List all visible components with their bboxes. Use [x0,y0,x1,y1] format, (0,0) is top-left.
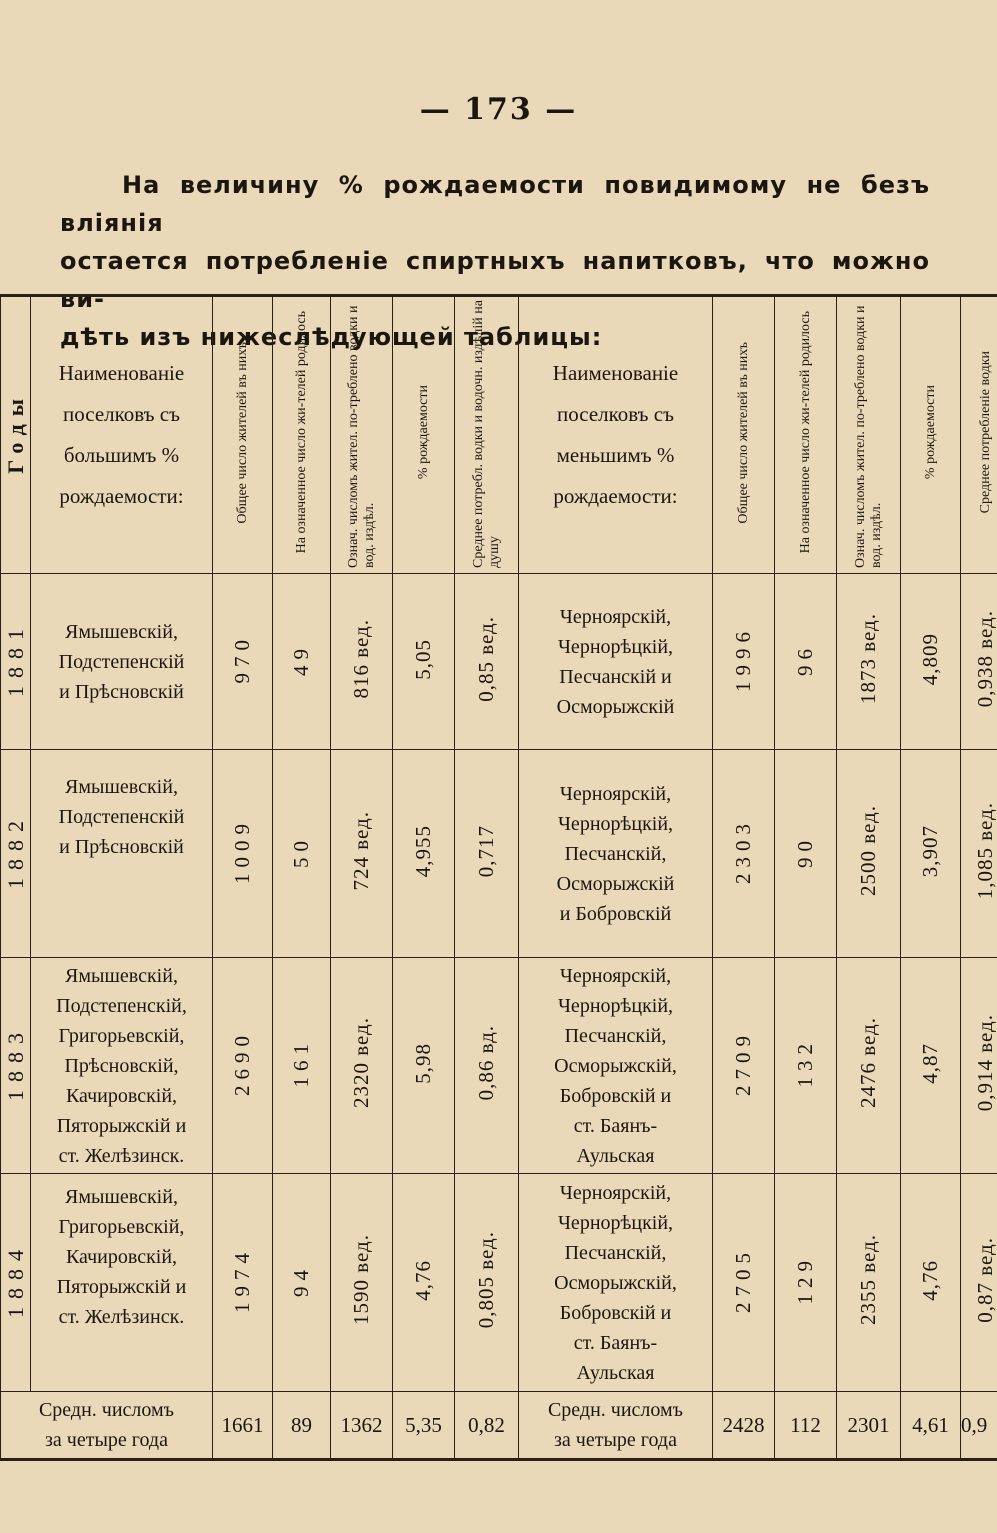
summary-consumed-2: 2301 [837,1392,901,1460]
table-row [1,958,997,1174]
summary-rate-2: 4,61 [901,1392,961,1460]
avg-2-cell: 0,938 вед. [961,574,997,750]
names-small-cell: Черноярскій, Чернорѣцкій, Песчанскій, Осморыжскій, Бобровскій и ст. Баянъ- Аульская [519,1174,713,1392]
names-small-cell: Черноярскій, Чернорѣцкій, Песчанскій и Осморыжскій [519,574,713,750]
summary-avg: 0,82 [455,1392,519,1460]
intro-line-1: На величину % рождаемости повидимому не безъ вліянія [60,171,930,237]
consumed-2-cell: 2476 вед. [837,958,901,1174]
total-cell: 2690 [213,958,273,1174]
rate-cell: 5,05 [393,574,455,750]
rate-cell: 5,98 [393,958,455,1174]
header-avg-2: Среднее потребленіе водки [961,296,997,574]
total-2-cell: 2709 [713,958,775,1174]
total-cell: 1009 [213,750,273,958]
born-cell: 161 [273,958,331,1174]
intro-line-2: остается потребленіе спиртныхъ напитковъ, что можно ви- [60,247,930,313]
avg-2-cell: 0,914 вед. [961,958,997,1174]
summary-total: 1661 [213,1392,273,1460]
born-cell: 49 [273,574,331,750]
total-2-cell: 2705 [713,1174,775,1392]
rate-2-cell: 4,87 [901,958,961,1174]
consumed-2-cell: 2355 вед. [837,1174,901,1392]
born-2-cell: 96 [775,574,837,750]
page-number: — 173 — [419,92,578,127]
intro-line-3: дѣть изъ нижеслѣдующей таблицы: [60,323,603,351]
summary-label-small: Средн. числомъ за четыре года [519,1392,713,1460]
header-total: Общее число жителей въ нихъ [213,296,273,574]
avg-2-cell: 0,87 вед. [961,1174,997,1392]
header-total-2: Общее число жителей въ нихъ [713,296,775,574]
rate-cell: 4,76 [393,1174,455,1392]
year-cell: 1881 [1,574,31,750]
consumed-cell: 2320 вед. [331,958,393,1174]
avg-cell: 0,805 вед. [455,1174,519,1392]
header-rate: % рождаемости [393,296,455,574]
names-large-cell: Ямышевскій, Подстепенскій и Прѣсновскій [31,574,213,750]
summary-born-2: 112 [775,1392,837,1460]
consumed-cell: 724 вед. [331,750,393,958]
summary-consumed: 1362 [331,1392,393,1460]
avg-cell: 0,85 вед. [455,574,519,750]
total-cell: 1974 [213,1174,273,1392]
born-cell: 50 [273,750,331,958]
table-row [1,750,997,958]
header-born: На означенное число жи-телей родилось [273,296,331,574]
year-cell: 1884 [1,1174,31,1392]
rate-2-cell: 4,809 [901,574,961,750]
born-cell: 94 [273,1174,331,1392]
avg-cell: 0,86 вд. [455,958,519,1174]
header-name-small: Наименованіе поселковъ съ меньшимъ % рождаемости: [519,296,713,574]
total-2-cell: 1996 [713,574,775,750]
consumed-cell: 816 вед. [331,574,393,750]
table-row [1,574,997,750]
header-consumed: Означ. числомъ жител. по-треблено водки и вод. издѣл. [331,296,393,574]
header-year: Годы [1,296,31,574]
summary-total-2: 2428 [713,1392,775,1460]
born-2-cell: 129 [775,1174,837,1392]
header-rate-2: % рождаемости [901,296,961,574]
consumed-2-cell: 1873 вед. [837,574,901,750]
header-name-large: Наименованіе поселковъ съ большимъ % рождаемости: [31,296,213,574]
year-cell: 1882 [1,750,31,958]
header-consumed-2: Означ. числомъ жител. по-треблено водки и вод. издѣл. [837,296,901,574]
summary-avg-2: 0,9 [961,1392,997,1460]
header-born-2: На означенное число жи-телей родилось [775,296,837,574]
rate-2-cell: 4,76 [901,1174,961,1392]
rate-2-cell: 3,907 [901,750,961,958]
summary-label-large: Средн. числомъ за четыре года [1,1392,213,1460]
born-2-cell: 90 [775,750,837,958]
birth-rate-table [0,294,997,1461]
rate-cell: 4,955 [393,750,455,958]
table-row [1,1174,997,1392]
summary-row [1,1392,997,1460]
names-small-cell: Черноярскій, Чернорѣцкій, Песчанскій, Осморыжскій и Бобровскій [519,750,713,958]
year-cell: 1883 [1,958,31,1174]
summary-rate: 5,35 [393,1392,455,1460]
total-2-cell: 2303 [713,750,775,958]
header-avg: Среднее потребл. водки и водочн. издѣлій на душу [455,296,519,574]
born-2-cell: 132 [775,958,837,1174]
names-large-cell: Ямышевскій, Подстепенскій, Григорьевскій, Прѣсновскій, Качировскій, Пяторыжскій и ст. Желѣзинск. [31,958,213,1174]
consumed-2-cell: 2500 вед. [837,750,901,958]
names-large-cell: Ямышевскій, Подстепенскій и Прѣсновскій [31,750,213,958]
avg-cell: 0,717 [455,750,519,958]
names-small-cell: Черноярскій, Чернорѣцкій, Песчанскій, Осморыжскій, Бобровскій и ст. Баянъ- Аульская [519,958,713,1174]
avg-2-cell: 1,085 вед. [961,750,997,958]
consumed-cell: 1590 вед. [331,1174,393,1392]
total-cell: 970 [213,574,273,750]
summary-born: 89 [273,1392,331,1460]
header-row [1,296,997,574]
names-large-cell: Ямышевскій, Григорьевскій, Качировскій, Пяторыжскій и ст. Желѣзинск. [31,1174,213,1392]
